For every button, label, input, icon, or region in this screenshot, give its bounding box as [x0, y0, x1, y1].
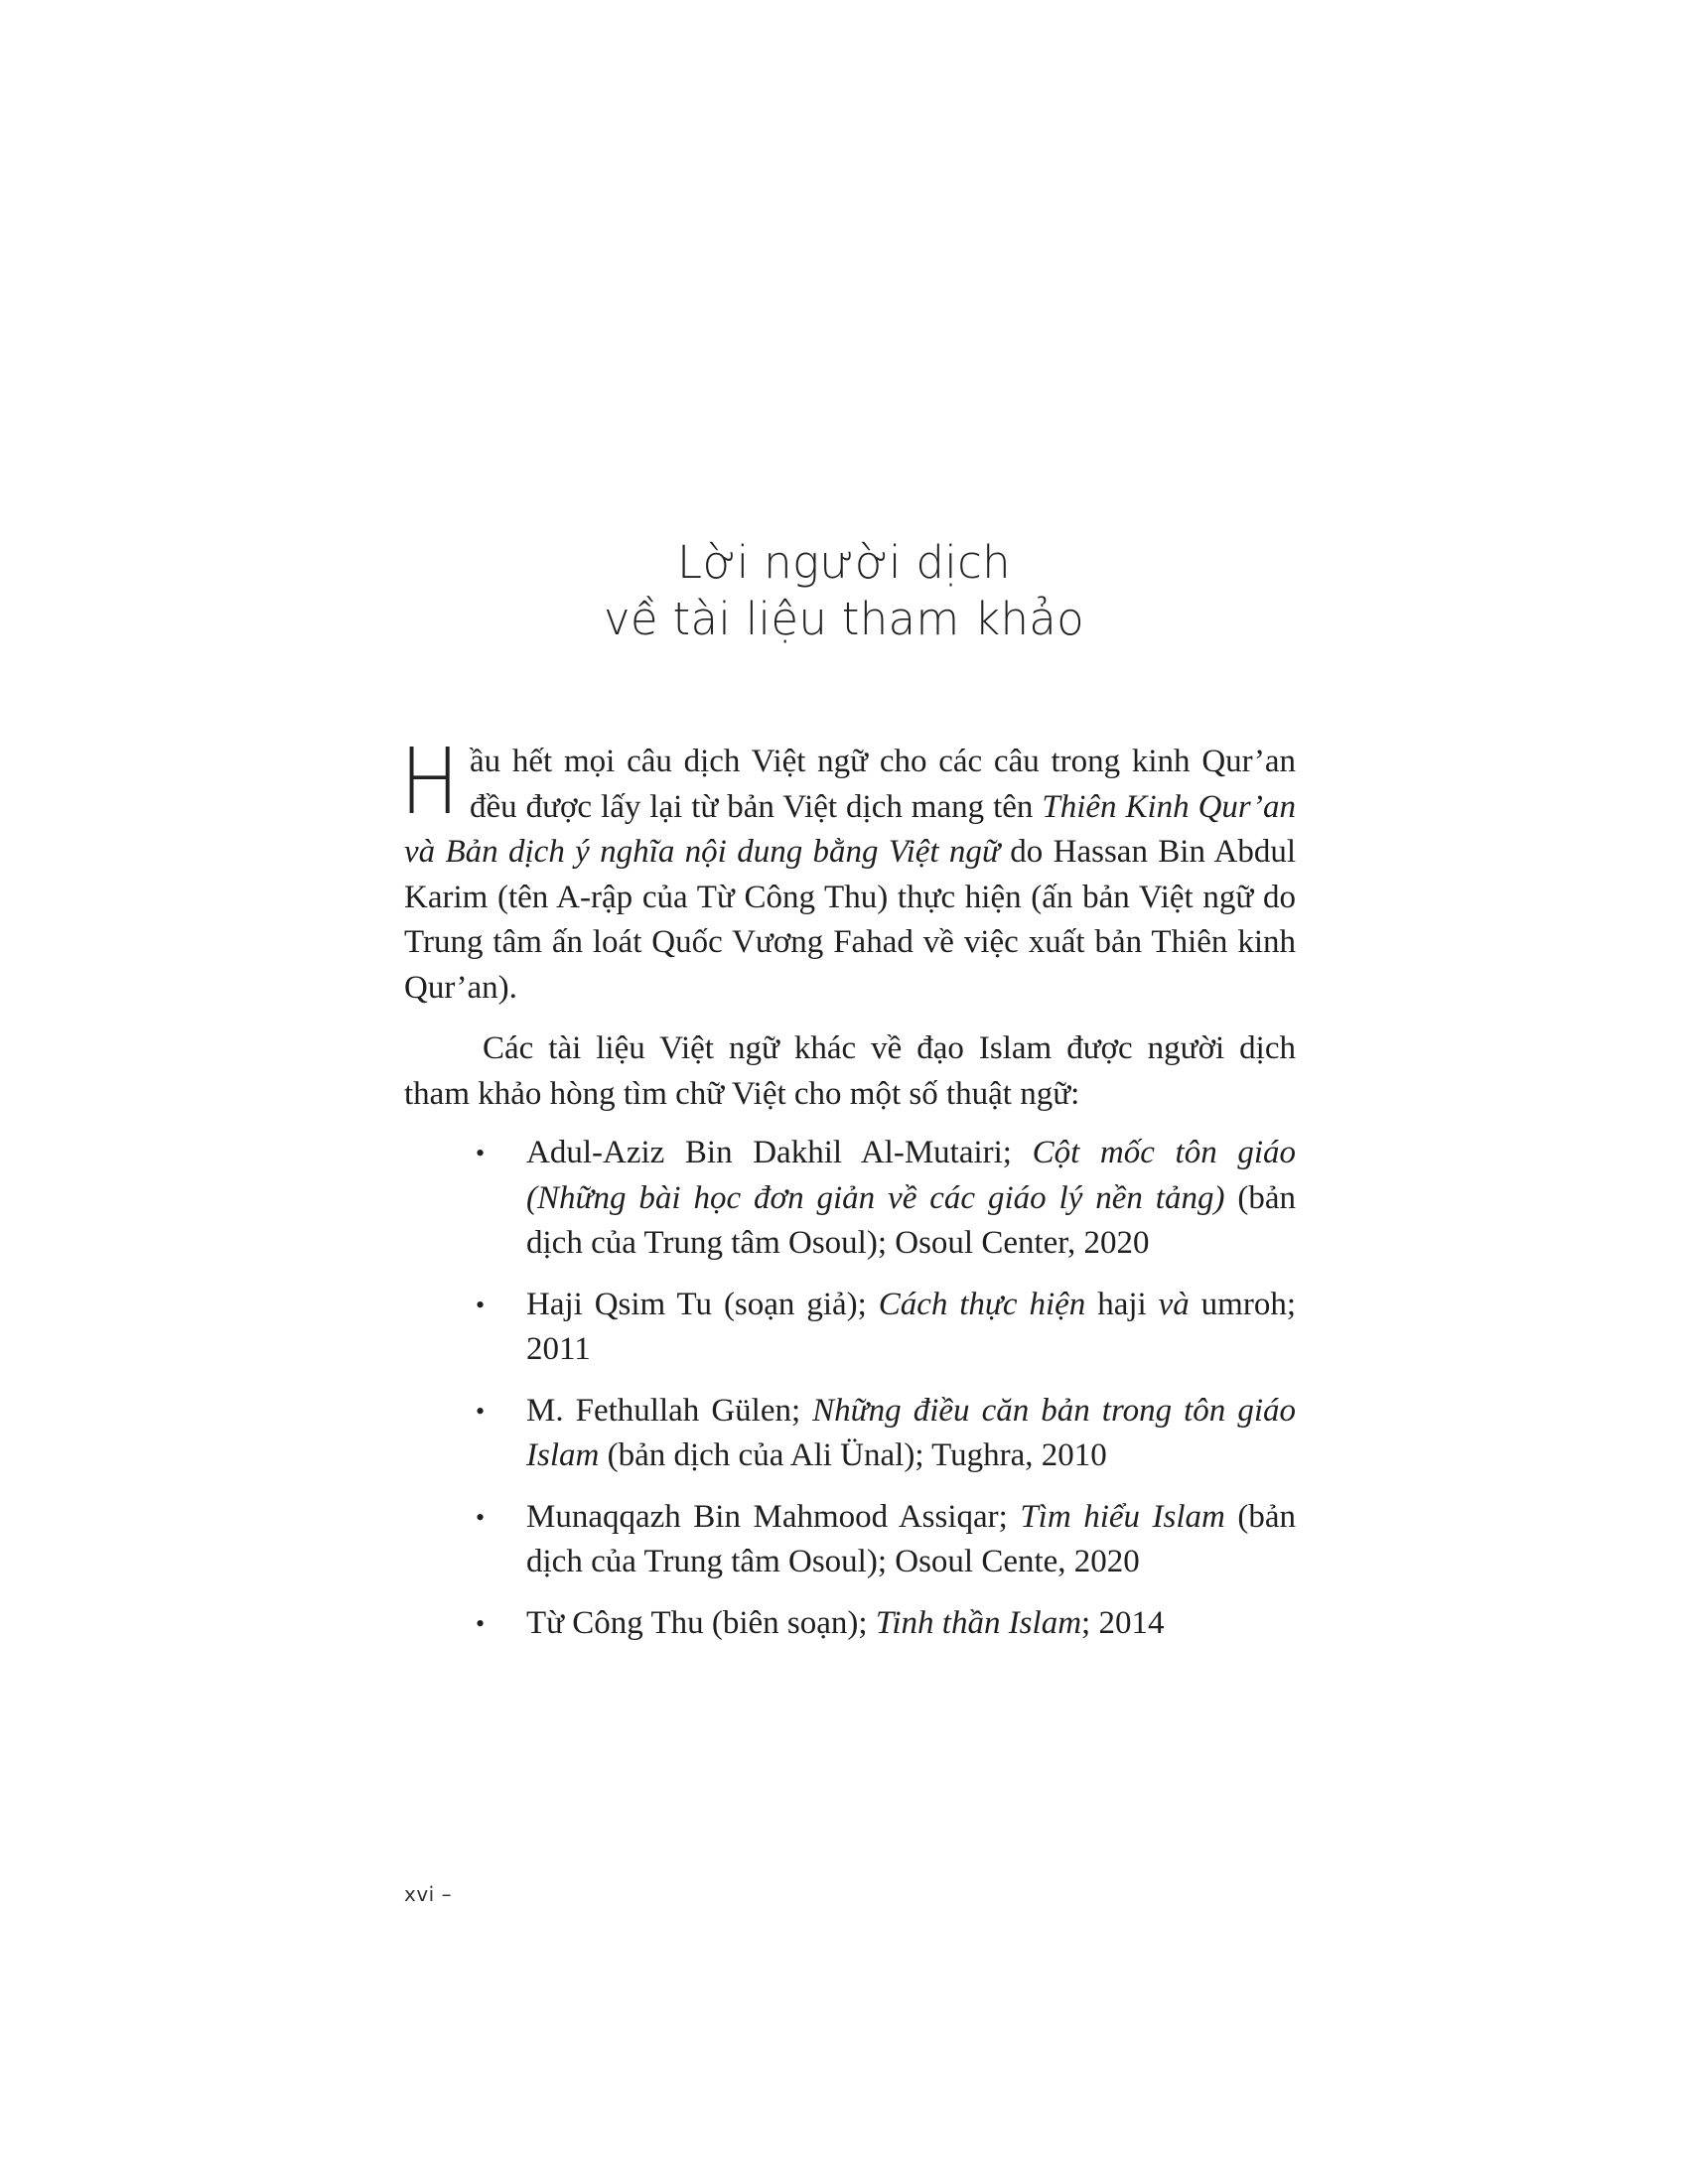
bullet-icon: • — [476, 1608, 486, 1638]
reference-author: M. Fethullah Gülen; — [526, 1392, 813, 1429]
reference-title: Cách thực hiện — [878, 1286, 1086, 1322]
first-paragraph — [400, 729, 1297, 1011]
first-paragraph-text-b: do Hassan Bin Abdul Karim (tên A-rập của Từ Công Thu) thực hiện (ấn bản Việt ngữ do Trung tâm ấn loát Quốc Vương Fahad về việc xuất bản Thiên kinh Qur’an). — [404, 834, 1297, 1006]
drop-cap: H — [400, 729, 460, 835]
bullet-icon: • — [476, 1502, 486, 1532]
bullet-icon: • — [476, 1139, 486, 1167]
reference-item-5 — [404, 1601, 1296, 1647]
reference-title-middle: haji — [1085, 1286, 1159, 1322]
reference-author: Từ Công Thu (biên soạn); — [526, 1604, 876, 1641]
reference-author: Munaqqazh Bin Mahmood Assiqar; — [526, 1498, 1021, 1535]
main-content — [400, 729, 1297, 1662]
second-paragraph: Các tài liệu Việt ngữ khác về đạo Islam được người dịch tham khảo hòng tìm chữ Việt cho một số thuật ngữ: — [404, 1030, 1296, 1112]
page-title-line-1: Lời người dịch — [677, 536, 1011, 590]
reference-item-1 — [404, 1131, 1296, 1267]
reference-item-4 — [404, 1495, 1296, 1585]
first-paragraph-italic-title: Thiên Kinh Qur’an và Bản dịch ý nghĩa nội dung bằng Việt ngữ — [404, 788, 1296, 870]
page-number-footer: xvi – — [404, 1882, 453, 1906]
reference-author: Haji Qsim Tu (soạn giả); — [526, 1286, 879, 1322]
reference-author: Adul-Aziz Bin Dakhil Al-Mutairi; — [526, 1135, 1033, 1170]
reference-title: Tinh thần Islam — [875, 1604, 1082, 1641]
reference-title: Cột mốc tôn giáo (Những bài học đơn giản về các giáo lý nền tảng) — [526, 1135, 1296, 1216]
reference-title: Những điều căn bản trong tôn giáo Islam — [526, 1392, 1296, 1473]
page-title-line-2: về tài liệu tham khảo — [603, 593, 1085, 646]
reference-details: (bản dịch của Trung tâm Osoul); Osoul Center, 2020 — [526, 1179, 1296, 1261]
first-paragraph-text-a: ầu hết mọi câu dịch Việt ngữ cho các câu trong kinh Qur’an đều được lấy lại từ bản Việt dịch mang tên — [470, 744, 1296, 825]
reference-title-conjunction: và — [1158, 1286, 1190, 1322]
reference-details: umroh; 2011 — [526, 1286, 1296, 1367]
page-title — [0, 534, 1688, 647]
reference-details: ; 2014 — [1081, 1604, 1165, 1641]
reference-item-2 — [404, 1283, 1296, 1373]
reference-title: Tìm hiểu Islam — [1020, 1498, 1225, 1535]
reference-item-3 — [404, 1389, 1296, 1479]
bullet-icon: • — [476, 1396, 486, 1426]
reference-details: (bản dịch của Ali Ünal); Tughra, 2010 — [599, 1437, 1107, 1473]
reference-details: (bản dịch của Trung tâm Osoul); Osoul Cente, 2020 — [526, 1498, 1297, 1579]
reference-list — [404, 1131, 1296, 1646]
bullet-icon: • — [476, 1290, 486, 1319]
